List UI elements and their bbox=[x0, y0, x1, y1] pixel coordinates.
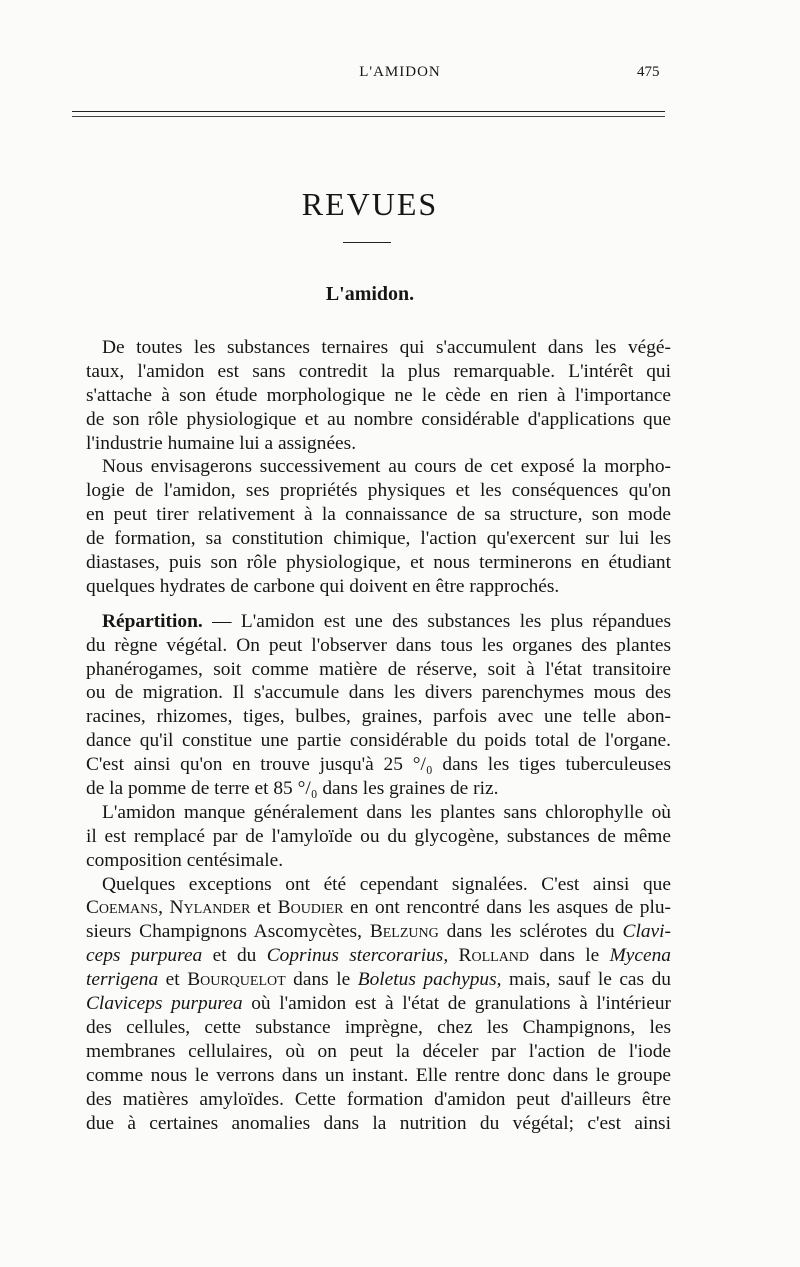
text-line: quelques hydrates de carbone qui doivent en être rapprochés. bbox=[86, 575, 560, 597]
text-line bbox=[86, 992, 671, 1016]
text-line: De toutes les substances ternaires qui s'accumulent dans les végé- bbox=[102, 337, 671, 358]
text-span: où l'amidon est à l'état de granulations à l'intérieur bbox=[242, 993, 671, 1015]
text-line: L'amidon manque généralement dans les plantes sans chlorophylle où bbox=[102, 801, 671, 823]
author-name: Nylander bbox=[169, 897, 251, 919]
author-name: Boudier bbox=[277, 897, 344, 919]
species-name: Claviceps purpurea bbox=[86, 993, 243, 1015]
text-span: et bbox=[158, 969, 188, 991]
text-span: dans le bbox=[285, 969, 358, 991]
text-line: il est remplacé par de l'amyloïde ou du glycogène, substances de même bbox=[86, 825, 671, 847]
author-name: Bourquelot bbox=[187, 969, 286, 991]
text-line: du règne végétal. On peut l'observer dans tous les organes des plantes bbox=[86, 634, 671, 656]
text-span: dans les sclérotes du bbox=[438, 921, 623, 943]
article-title: L'amidon. bbox=[325, 283, 415, 305]
section-title: REVUES bbox=[301, 186, 439, 222]
text-span: , mais, sauf le cas du bbox=[496, 969, 671, 991]
text-line: comme nous le verrons dans un instant. Elle rentre donc dans le groupe bbox=[86, 1064, 671, 1086]
text-line: due à certaines anomalies dans la nutrition du végétal; c'est ainsi bbox=[86, 1112, 671, 1134]
text-line: racines, rhizomes, tiges, bulbes, graines, parfois avec une telle abon- bbox=[86, 706, 671, 728]
author-name: Rolland bbox=[458, 945, 530, 967]
title-rule bbox=[343, 242, 391, 243]
text-line: dance qu'il constitue une partie considérable du poids total de l'organe. bbox=[86, 730, 671, 752]
text-line: diastases, puis son rôle physiologique, et nous terminerons en étudiant bbox=[86, 552, 671, 574]
text-line bbox=[86, 920, 671, 944]
running-title: L'AMIDON bbox=[359, 64, 441, 80]
text-span: , bbox=[158, 897, 170, 919]
page-number: 475 bbox=[637, 64, 660, 80]
text-span: en ont rencontré dans les asques de plu- bbox=[343, 897, 671, 919]
text-span: et du bbox=[202, 945, 267, 967]
text-line: de son rôle physiologique et au nombre considérable d'applications que bbox=[86, 408, 671, 430]
text-line: de formation, sa constitution chimique, l'action qu'exercent sur lui les bbox=[86, 528, 671, 550]
species-name: Mycena bbox=[609, 945, 671, 967]
species-name: ceps purpurea bbox=[86, 945, 203, 967]
text-line: de la pomme de terre et 85 °/₀ dans les graines de riz. bbox=[86, 778, 499, 800]
text-span: sieurs Champignons Ascomycètes, bbox=[86, 921, 370, 943]
text-line: logie de l'amidon, ses propriétés physiques et les conséquences qu'on bbox=[86, 480, 671, 502]
text-span: — L'amidon est une des substances les plus répandues bbox=[202, 610, 671, 632]
text-line: des cellules, cette substance imprègne, chez les Champignons, les bbox=[86, 1016, 671, 1038]
text-line bbox=[86, 896, 671, 920]
author-name: Coemans bbox=[86, 897, 159, 919]
text-line: composition centésimale. bbox=[86, 849, 284, 871]
text-span: et bbox=[250, 897, 278, 919]
article-body bbox=[86, 336, 671, 1135]
header-rule-thin bbox=[72, 116, 665, 117]
text-line: C'est ainsi qu'on en trouve jusqu'à 25 °/₀ dans les tiges tuberculeuses bbox=[86, 754, 671, 776]
species-name: terrigena bbox=[86, 969, 159, 991]
species-name: Clavi- bbox=[622, 921, 671, 943]
text-span: , bbox=[443, 945, 459, 967]
text-line: membranes cellulaires, où on peut la déceler par l'action de l'iode bbox=[86, 1040, 671, 1062]
text-line bbox=[86, 968, 671, 992]
text-line: Nous envisagerons successivement au cours de cet exposé la morpho- bbox=[102, 456, 671, 478]
text-line bbox=[86, 944, 671, 968]
section-heading: Répartition. bbox=[102, 610, 203, 632]
text-line: phanérogames, soit comme matière de réserve, soit à l'état transitoire bbox=[86, 658, 671, 680]
header-rule bbox=[72, 111, 665, 112]
text-span: dans le bbox=[529, 945, 610, 967]
text-line bbox=[86, 610, 671, 634]
text-line: en peut tirer relativement à la connaissance de sa structure, son mode bbox=[86, 504, 671, 526]
species-name: Boletus pachypus bbox=[357, 969, 497, 991]
text-line: Quelques exceptions ont été cependant signalées. C'est ainsi que bbox=[102, 873, 671, 895]
text-line: l'industrie humaine lui a assignées. bbox=[86, 432, 357, 454]
text-line: des matières amyloïdes. Cette formation d'amidon peut d'ailleurs être bbox=[86, 1088, 671, 1110]
species-name: Coprinus stercorarius bbox=[266, 945, 444, 967]
text-line: s'attache à son étude morphologique ne le cède en rien à l'importance bbox=[86, 384, 671, 406]
text-line: taux, l'amidon est sans contredit la plus remarquable. L'intérêt qui bbox=[86, 360, 671, 382]
text-line: ou de migration. Il s'accumule dans les divers parenchymes mous des bbox=[86, 682, 671, 704]
author-name: Belzung bbox=[369, 921, 439, 943]
